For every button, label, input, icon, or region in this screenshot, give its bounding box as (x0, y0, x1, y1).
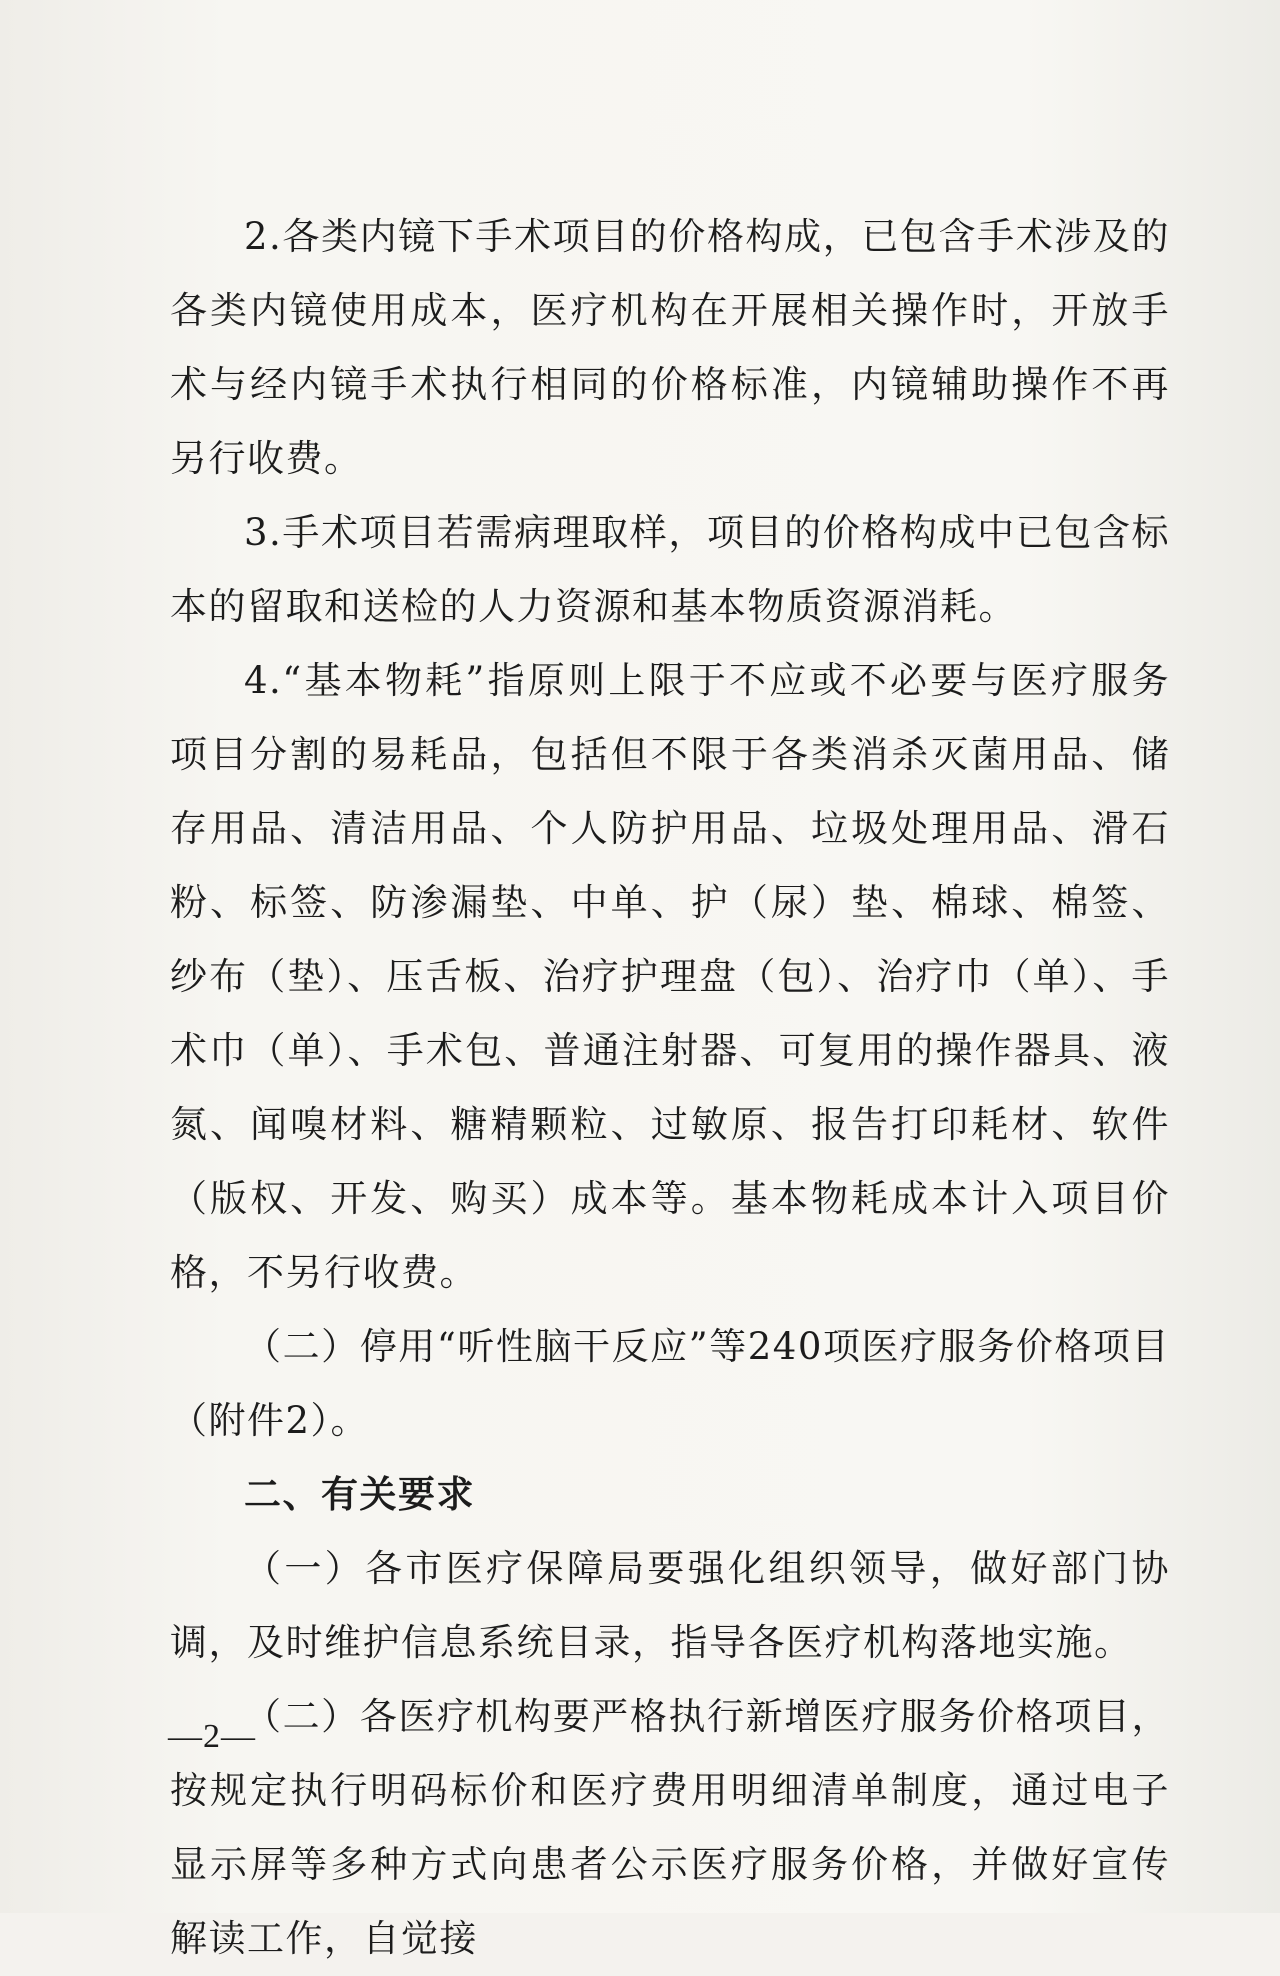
paragraph-discontinued-items: （二）停用“听性脑干反应”等240项医疗服务价格项目（附件2）。 (170, 1325, 1170, 1442)
paragraph-requirement-2: （二）各医疗机构要严格执行新增医疗服务价格项目，按规定执行明码标价和医疗费用明细清单制度，通过电子显示屏等多种方式向患者公示医疗服务价格，并做好宣传解读工作，自觉接 (170, 1695, 1170, 1960)
paragraph-basic-consumables: 4.“基本物耗”指原则上限于不应或不必要与医疗服务项目分割的易耗品，包括但不限于各类消杀灭菌用品、储存用品、清洁用品、个人防护用品、垃圾处理用品、滑石粉、标签、防渗漏垫、中单、护（尿）垫、棉球、棉签、纱布（垫）、压舌板、治疗护理盘（包）、治疗巾（单）、手术巾（单）、手术包、普通注射器、可复用的操作器具、液氮、闻嗅材料、糖精颗粒、过敏原、报告打印耗材、软件（版权、开发、购买）成本等。基本物耗成本计入项目价格，不另行收费。 (170, 659, 1170, 1294)
paragraph-requirement-1: （一）各市医疗保障局要强化组织领导，做好部门协调，及时维护信息系统目录，指导各医疗机构落地实施。 (170, 1547, 1170, 1664)
paragraph-endoscopic-pricing: 2.各类内镜下手术项目的价格构成，已包含手术涉及的各类内镜使用成本，医疗机构在开展相关操作时，开放手术与经内镜手术执行相同的价格标准，内镜辅助操作不再另行收费。 (170, 215, 1170, 480)
document-body (170, 200, 1170, 1976)
section-heading-requirements: 二、有关要求 (244, 1473, 475, 1516)
paragraph-pathology-sampling: 3.手术项目若需病理取样，项目的价格构成中已包含标本的留取和送检的人力资源和基本物质资源消耗。 (170, 511, 1170, 628)
page-number: —2— (168, 1718, 256, 1755)
